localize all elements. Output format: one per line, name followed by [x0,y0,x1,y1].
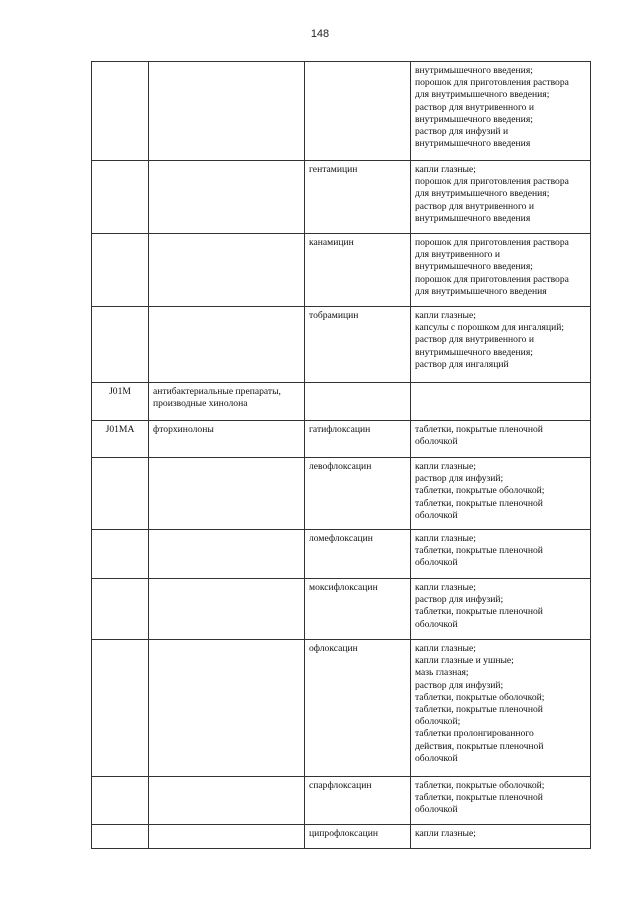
atc-code-cell [92,161,149,234]
dosage-form-line: раствор для инфузий и [415,126,509,138]
dosage-form-line: порошок для приготовления раствора [415,176,569,188]
table-row [92,530,591,579]
medication-table-body [92,62,591,849]
dosage-form-line: таблетки пролонгированного [415,728,534,740]
table-row [92,825,591,849]
drug-name-cell: тобрамицин [305,307,411,383]
table-row [92,234,591,307]
drug-name-cell: спарфлоксацин [305,777,411,825]
dosage-form-line: оболочкой [415,618,458,630]
dosage-form-line: порошок для приготовления раствора [415,273,569,285]
pharmacological-group-cell [149,640,305,777]
dosage-form-line: оболочкой [415,752,458,764]
atc-code-cell [92,640,149,777]
drug-name-cell: моксифлоксацин [305,579,411,640]
dosage-form-line: действия, покрытые пленочной [415,740,544,752]
drug-name-cell: ципрофлоксацин [305,825,411,849]
dosage-forms-cell [411,421,591,458]
dosage-form-line: таблетки, покрытые пленочной [415,704,543,716]
dosage-form-line: оболочкой [415,436,458,448]
dosage-form-line: капли глазные; [415,643,476,654]
atc-code-cell [92,579,149,640]
dosage-form-line: порошок для приготовления раствора [415,77,569,89]
dosage-forms-cell [411,825,591,849]
dosage-form-line: для внутримышечного введения; [415,89,550,101]
dosage-form-line: внутримышечного введения; [415,346,533,358]
table-row [92,458,591,530]
dosage-forms-cell [411,579,591,640]
dosage-form-line: для внутривенного и [415,249,501,261]
table-row [92,307,591,383]
dosage-form-line: мазь глазная; [415,667,469,679]
table-row [92,640,591,777]
dosage-form-line: капли глазные; [415,582,476,593]
dosage-form-line: капли глазные; [415,164,476,175]
dosage-forms-cell [411,307,591,383]
drug-name-cell: ломефлоксацин [305,530,411,579]
pharmacological-group-cell [149,307,305,383]
dosage-form-line: раствор для внутривенного и [415,200,534,212]
dosage-form-line: оболочкой [415,557,458,569]
dosage-form-line: для внутримышечного введения; [415,188,550,200]
table-row [92,579,591,640]
pharmacological-group-cell: антибактериальные препараты, производные хинолона [149,383,305,421]
dosage-form-line: таблетки, покрытые оболочкой; [415,485,545,497]
table-row [92,777,591,825]
dosage-form-line: внутримышечного введения; [415,65,533,76]
drug-name-cell: офлоксацин [305,640,411,777]
atc-code-cell [92,62,149,161]
dosage-form-line: оболочкой [415,804,458,816]
drug-name-cell: гатифлоксацин [305,421,411,458]
dosage-forms-cell [411,640,591,777]
dosage-form-line: таблетки, покрытые пленочной [415,497,543,509]
dosage-form-line: внутримышечного введения; [415,113,533,125]
table-row [92,383,591,421]
pharmacological-group-cell [149,530,305,579]
dosage-form-line: таблетки, покрытые пленочной [415,545,543,557]
dosage-form-line: капли глазные; [415,828,476,839]
atc-code-cell [92,825,149,849]
dosage-forms-cell [411,161,591,234]
dosage-form-line: таблетки, покрытые пленочной [415,424,543,435]
pharmacological-group-cell: фторхинолоны [149,421,305,458]
atc-code-cell: J01MA [92,421,149,458]
dosage-form-line: капсулы с порошком для ингаляций; [415,322,565,334]
dosage-form-line: таблетки, покрытые пленочной [415,606,543,618]
dosage-form-line: оболочкой [415,509,458,521]
dosage-form-line: раствор для ингаляций [415,358,509,370]
dosage-forms-cell [411,62,591,161]
dosage-form-line: внутримышечного введения [415,138,531,150]
dosage-forms-cell [411,458,591,530]
dosage-form-line: таблетки, покрытые пленочной [415,792,543,804]
pharmacological-group-cell [149,62,305,161]
drug-name-cell [305,383,411,421]
pharmacological-group-cell [149,825,305,849]
dosage-forms-cell [411,530,591,579]
table-row [92,62,591,161]
dosage-form-line: таблетки, покрытые оболочкой; [415,691,545,703]
dosage-form-line: капли глазные; [415,533,476,544]
atc-code-cell [92,458,149,530]
pharmacological-group-cell [149,777,305,825]
dosage-form-line: оболочкой; [415,716,461,728]
table-row [92,161,591,234]
atc-code-cell [92,307,149,383]
drug-name-cell: канамицин [305,234,411,307]
dosage-form-line: раствор для инфузий; [415,679,504,691]
dosage-form-line: капли глазные; [415,310,476,321]
drug-name-cell: гентамицин [305,161,411,234]
dosage-forms-cell [411,234,591,307]
dosage-forms-cell [411,777,591,825]
pharmacological-group-cell [149,161,305,234]
pharmacological-group-cell [149,579,305,640]
dosage-form-line: раствор для инфузий; [415,473,504,485]
drug-name-cell: левофлоксацин [305,458,411,530]
dosage-form-line: для внутримышечного введения [415,285,547,297]
atc-code-cell: J01M [92,383,149,421]
dosage-form-line: раствор для внутривенного и [415,334,534,346]
dosage-form-line: таблетки, покрытые оболочкой; [415,780,545,791]
pharmacological-group-cell [149,234,305,307]
dosage-form-line: капли глазные и ушные; [415,655,514,667]
table-row [92,421,591,458]
dosage-forms-cell [411,383,591,421]
dosage-form-line: раствор для внутривенного и [415,101,534,113]
atc-code-cell [92,530,149,579]
atc-code-cell [92,234,149,307]
dosage-form-line: капли глазные; [415,461,476,472]
pharmacological-group-cell [149,458,305,530]
drug-name-cell [305,62,411,161]
page-number: 148 [310,28,330,40]
dosage-form-line: внутримышечного введения; [415,261,533,273]
dosage-form-line: раствор для инфузий; [415,594,504,606]
dosage-form-line: внутримышечного введения [415,212,531,224]
dosage-form-line: порошок для приготовления раствора [415,237,569,248]
atc-code-cell [92,777,149,825]
medication-table [91,61,591,849]
